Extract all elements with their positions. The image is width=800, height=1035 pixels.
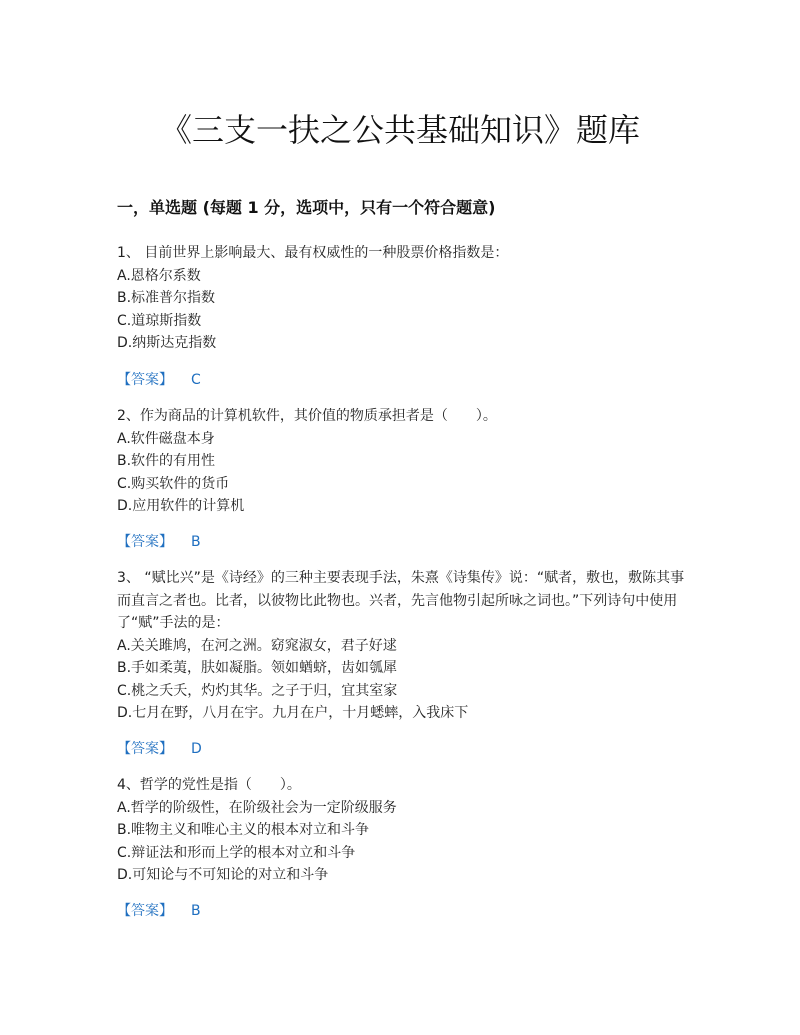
option-b: B.手如柔荑，肤如凝脂。领如蝤蛴，齿如瓠犀 [117, 660, 398, 676]
answer-label: 【答案】 [117, 534, 173, 550]
question-stem: 3、 “赋比兴”是《诗经》的三种主要表现手法，朱熹《诗集传》说：“赋者，敷也，敷陈其事而直言之者也。比者，以彼物比此物也。兴者，先言他物引起所咏之词也。”下列诗句中使用了“赋”手法的是： [117, 570, 685, 631]
option-a: A.关关雎鸠，在河之洲。窈窕淑女，君子好逑 [117, 637, 397, 654]
page-title: 《三支一扶之公共基础知识》题库 [159, 111, 640, 149]
option-c: C.桃之夭夭，灼灼其华。之子于归，宜其室家 [117, 682, 398, 699]
answer-value: B [191, 534, 201, 550]
answer-4 [117, 901, 201, 921]
option-d: D.可知论与不可知论的对立和斗争 [117, 867, 329, 883]
option-d: D.纳斯达克指数 [117, 335, 217, 351]
option-a: A.软件磁盘本身 [117, 430, 215, 447]
answer-3 [117, 739, 202, 759]
option-c: C.道琼斯指数 [117, 312, 202, 329]
option-c: C.购买软件的货币 [117, 475, 230, 492]
answer-value: D [191, 741, 202, 757]
option-a: A.哲学的阶级性，在阶级社会为一定阶级服务 [117, 799, 397, 816]
answer-label: 【答案】 [117, 372, 173, 388]
answer-label: 【答案】 [117, 741, 173, 757]
question-stem: 2、作为商品的计算机软件，其价值的物质承担者是（ ）。 [117, 408, 497, 424]
answer-label: 【答案】 [117, 903, 173, 919]
answer-2 [117, 532, 201, 552]
option-c: C.辩证法和形而上学的根本对立和斗争 [117, 844, 356, 861]
option-b: B.唯物主义和唯心主义的根本对立和斗争 [117, 822, 370, 838]
answer-value: B [191, 903, 201, 919]
section-heading: 一，单选题 (每题 1 分，选项中，只有一个符合题意) [117, 198, 496, 217]
question-1 [117, 242, 687, 355]
option-b: B.标准普尔指数 [117, 290, 216, 306]
question-3 [117, 567, 687, 725]
option-a: A.恩格尔系数 [117, 267, 201, 284]
question-4 [117, 774, 687, 887]
option-d: D.应用软件的计算机 [117, 498, 245, 514]
answer-value: C [191, 372, 201, 388]
question-stem: 4、哲学的党性是指（ ）。 [117, 777, 301, 793]
option-d: D.七月在野，八月在宇。九月在户，十月蟋蟀，入我床下 [117, 705, 469, 721]
question-2 [117, 405, 687, 518]
question-stem: 1、 目前世界上影响最大、最有权威性的一种股票价格指数是： [117, 245, 509, 261]
answer-1 [117, 370, 201, 390]
option-b: B.软件的有用性 [117, 453, 216, 469]
